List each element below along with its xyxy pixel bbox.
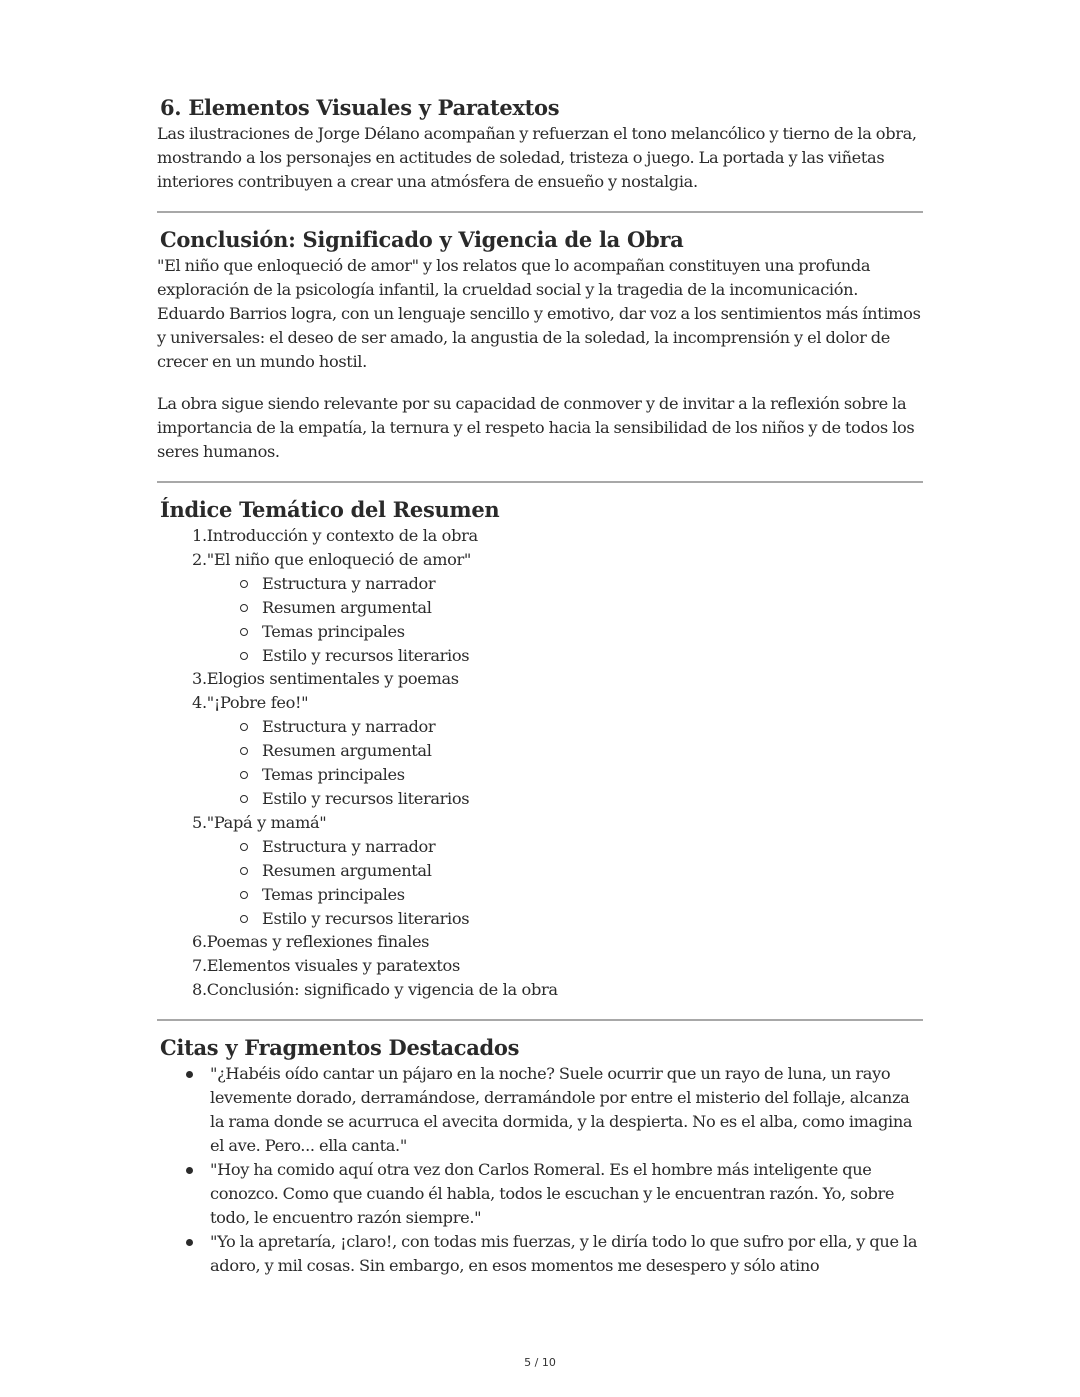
circle-bullet-icon: [240, 604, 248, 612]
divider: [157, 211, 923, 213]
index-item: 5."Papá y mamá": [192, 812, 327, 832]
paragraph: "El niño que enloqueció de amor" y los relatos que lo acompañan constituyen una profunda exploración de la psicología infantil, la crueldad social y la tragedia de la incomunicación. Eduardo Barrios logra, con un lenguaje sencillo y emotivo, dar voz a los sentimientos más íntimos y universales: el deseo de ser amado, la angustia de la soledad, la incomprensión y el dolor de crecer en un mundo hostil.: [157, 256, 921, 371]
circle-bullet-icon: [240, 915, 248, 923]
section-quotes: [157, 1034, 923, 1278]
section-heading: Conclusión: Significado y Vigencia de la Obra: [160, 227, 684, 252]
index-subitem: Temas principales: [157, 883, 923, 907]
index-subitem: Resumen argumental: [157, 596, 923, 620]
circle-bullet-icon: [240, 891, 248, 899]
index-list: [157, 524, 923, 1002]
index-subitem: Temas principales: [157, 763, 923, 787]
quote-item: "Hoy ha comido aquí otra vez don Carlos Romeral. Es el hombre más inteligente que conozco. Como que cuando él habla, todos le escuchan y le encuentran razón. Yo, sobre todo, le encuentro razón siempre.": [157, 1158, 923, 1230]
index-sublist: [157, 715, 923, 811]
quote-item: "Yo la apretaría, ¡claro!, con todas mis fuerzas, y le diría todo lo que sufro por ella, y que la adoro, y mil cosas. Sin embargo, en esos momentos me desespero y sólo atino: [157, 1230, 923, 1278]
bullet-icon: [186, 1167, 193, 1174]
document-page: [157, 94, 923, 1278]
index-subitem: Estilo y recursos literarios: [157, 787, 923, 811]
index-subitem: Resumen argumental: [157, 739, 923, 763]
section-heading: 6. Elementos Visuales y Paratextos: [160, 95, 560, 120]
index-item: 3.Elogios sentimentales y poemas: [192, 669, 459, 689]
circle-bullet-icon: [240, 771, 248, 779]
circle-bullet-icon: [240, 843, 248, 851]
section-heading: Índice Temático del Resumen: [160, 497, 500, 522]
circle-bullet-icon: [240, 795, 248, 803]
index-item: 6.Poemas y reflexiones finales: [192, 932, 430, 952]
circle-bullet-icon: [240, 628, 248, 636]
index-sublist: [157, 835, 923, 931]
index-item: 4."¡Pobre feo!": [192, 693, 309, 713]
bullet-icon: [186, 1071, 193, 1078]
index-subitem: Estructura y narrador: [157, 835, 923, 859]
section-heading: Citas y Fragmentos Destacados: [160, 1035, 520, 1061]
section-conclusion: [157, 226, 923, 464]
index-item: 1.Introducción y contexto de la obra: [192, 526, 478, 545]
index-subitem: Estilo y recursos literarios: [157, 907, 923, 931]
page-number: 5 / 10: [524, 1356, 556, 1369]
divider: [157, 1019, 923, 1021]
quote-item: "¿Habéis oído cantar un pájaro en la noche? Suele ocurrir que un rayo de luna, un rayo levemente dorado, derramándose, derramándole por entre el misterio del follaje, alcanza la rama donde se acurruca el avecita dormida, y la despierta. No es el alba, como imagina el ave. Pero... ella canta.": [157, 1062, 923, 1158]
index-subitem: Temas principales: [157, 620, 923, 644]
index-subitem: Estilo y recursos literarios: [157, 644, 923, 668]
section-visual-elements: [157, 94, 923, 194]
section-thematic-index: [157, 496, 923, 1002]
circle-bullet-icon: [240, 652, 248, 660]
index-subitem: Estructura y narrador: [157, 572, 923, 596]
circle-bullet-icon: [240, 867, 248, 875]
quotes-list: [157, 1062, 923, 1278]
bullet-icon: [186, 1239, 193, 1246]
index-item: 2."El niño que enloqueció de amor": [192, 549, 472, 569]
circle-bullet-icon: [240, 580, 248, 588]
index-subitem: Estructura y narrador: [157, 715, 923, 739]
index-sublist: [157, 572, 923, 668]
paragraph: Las ilustraciones de Jorge Délano acompañan y refuerzan el tono melancólico y tierno de la obra, mostrando a los personajes en actitudes de soledad, tristeza o juego. La portada y las viñetas interiores contribuyen a crear una atmósfera de ensueño y nostalgia.: [157, 124, 917, 191]
index-subitem: Resumen argumental: [157, 859, 923, 883]
paragraph: La obra sigue siendo relevante por su capacidad de conmover y de invitar a la reflexión sobre la importancia de la empatía, la ternura y el respeto hacia la sensibilidad de los niños y de todos los seres humanos.: [157, 394, 915, 461]
index-item: 7.Elementos visuales y paratextos: [192, 956, 460, 976]
index-item: 8.Conclusión: significado y vigencia de la obra: [192, 980, 558, 1000]
divider: [157, 481, 923, 483]
